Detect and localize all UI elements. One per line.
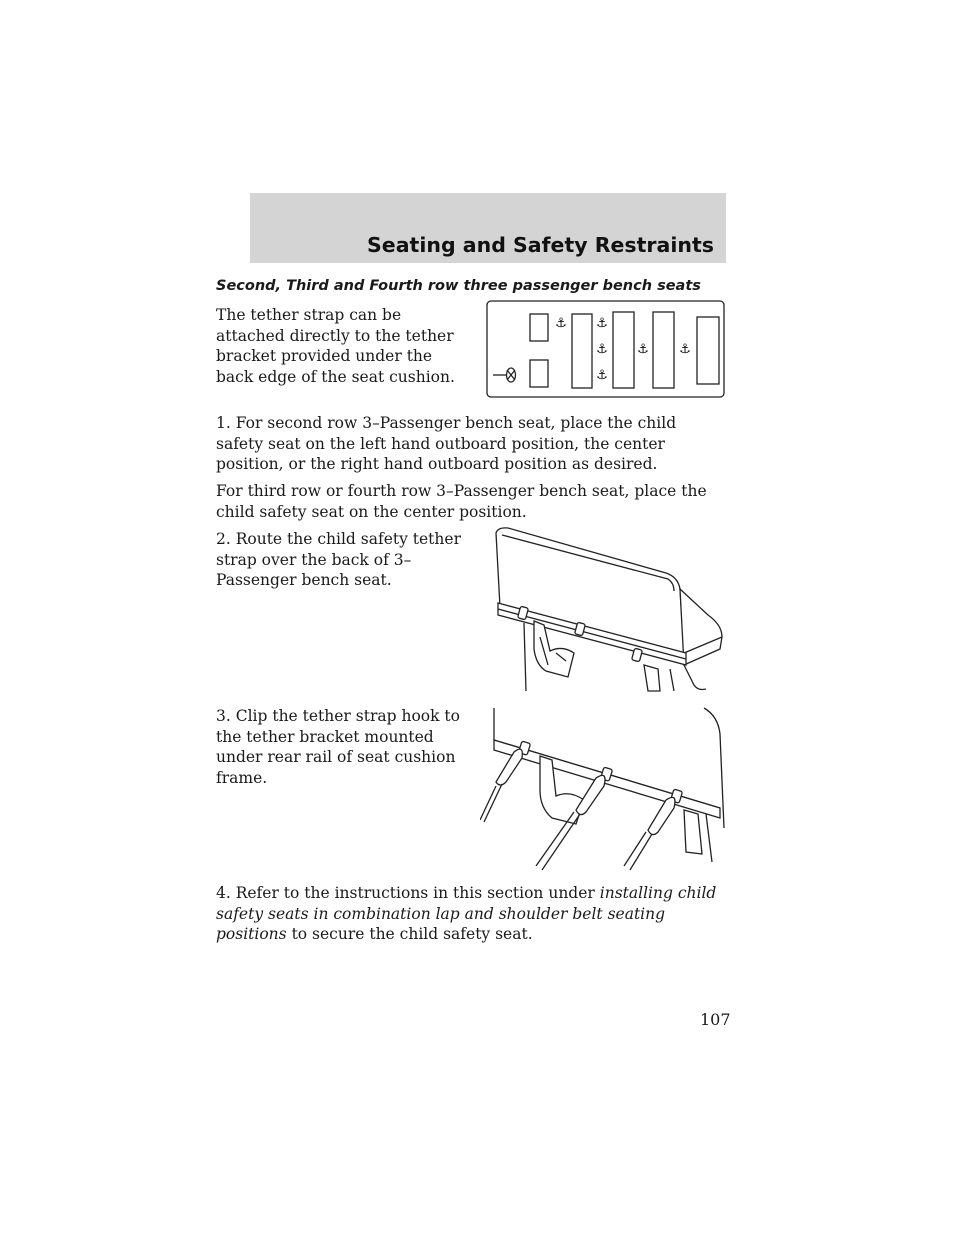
paragraph-step-4 [216,883,726,945]
tether-hook [480,749,522,822]
driver-seat [530,360,548,387]
paragraph-tether-intro: The tether strap can be attached directly to the tether bracket provided under the back edge of the seat cushion. [216,306,455,386]
paragraph-step-3: 3. Clip the tether strap hook to the tether bracket mounted under rear rail of seat cushion frame. [216,707,460,787]
bench-seat-rear-illustration [488,525,728,695]
step-4-text-end: to secure the child safety seat. [291,925,533,943]
page-number: 107 [700,1010,731,1029]
tether-hook [624,797,675,870]
paragraph-step-1: 1. For second row 3–Passenger bench seat, place the child safety seat on the left hand outboard position, the center position, or the right hand outboard position as desired. [216,414,677,473]
section-subheading: Second, Third and Fourth row three passenger bench seats [216,278,701,294]
tether-hook-illustration [480,704,728,874]
svg-text:⚓: ⚓ [596,316,608,331]
front-passenger-seat [530,314,548,341]
svg-text:⚓: ⚓ [555,316,567,331]
header-band [250,193,726,263]
seating-layout-diagram [486,300,726,398]
step-4-text: 4. Refer to the instructions in this section under [216,884,595,902]
paragraph-step-2: 2. Route the child safety tether strap over the back of 3–Passenger bench seat. [216,530,461,589]
svg-text:⚓: ⚓ [679,342,691,357]
svg-text:⚓: ⚓ [596,342,608,357]
paragraph-third-fourth-row: For third row or fourth row 3–Passenger bench seat, place the child safety seat on the center position. [216,482,707,521]
rear-bench [697,317,719,384]
fourth-row-bench [653,312,674,388]
page-header-title: Seating and Safety Restraints [367,233,714,257]
svg-text:⚓: ⚓ [637,342,649,357]
svg-text:⚓: ⚓ [596,368,608,383]
second-row-bench [572,314,592,388]
step-4-reference: installing child safety seats in combination lap and shoulder belt seating positions [216,884,717,943]
third-row-bench [613,312,634,388]
